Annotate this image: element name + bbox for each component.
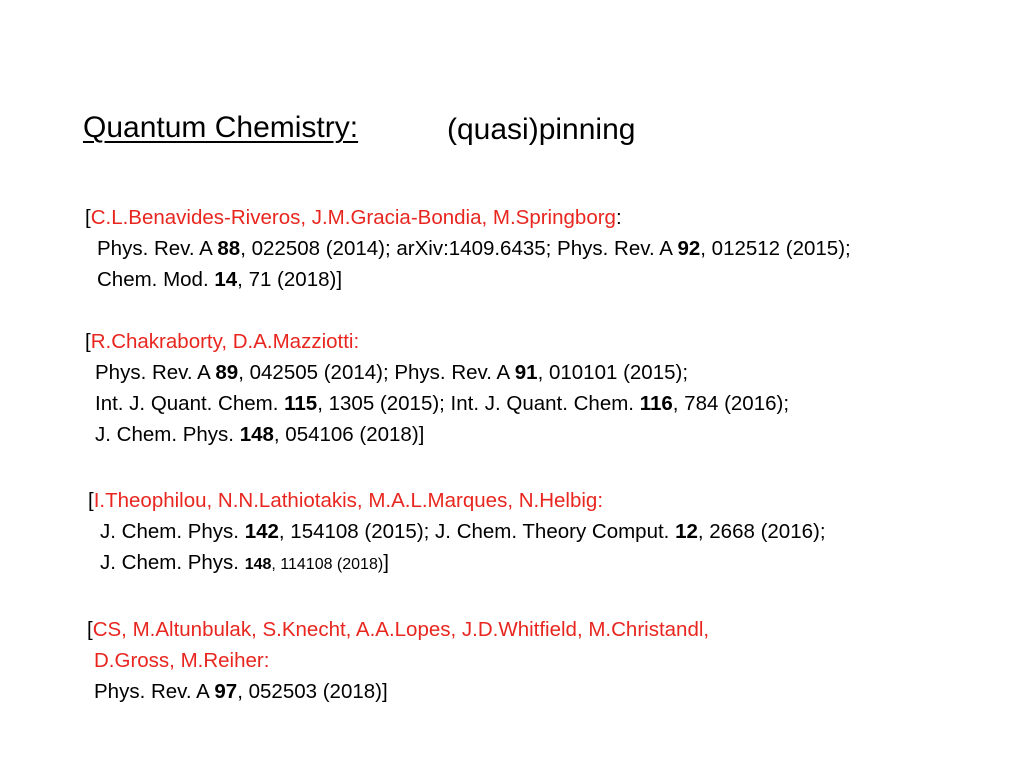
citation-text: , 71 (2018)]: [237, 268, 343, 291]
closing-bracket: ]: [383, 551, 389, 574]
reference-authors: I.Theophilou, N.N.Lathiotakis, M.A.L.Marques, N.Helbig:: [93, 489, 604, 512]
reference-authors-line: [88, 485, 826, 516]
citation-line: [85, 388, 789, 419]
open-bracket: [: [88, 489, 94, 512]
citation-text: Phys. Rev. A: [97, 237, 218, 260]
citation-text: , 012512 (2015);: [700, 237, 851, 260]
citation-text: Int. J. Quant. Chem.: [95, 392, 285, 415]
citation-text: , 2668 (2016);: [697, 520, 826, 543]
citation-line: [88, 547, 826, 580]
citation-text: , 010101 (2015);: [537, 361, 689, 384]
volume-number: 91: [514, 361, 538, 384]
citation-line: [85, 264, 851, 295]
citation-line: [85, 357, 789, 388]
citation-text: J. Chem. Phys.: [100, 551, 245, 574]
reference-schilling: [87, 614, 709, 707]
volume-number: 89: [215, 361, 239, 384]
reference-theophilou: [88, 485, 826, 580]
citation-text: , 154108 (2015); J. Chem. Theory Comput.: [278, 520, 676, 543]
citation-text: , 022508 (2014); arXiv:1409.6435; Phys. Rev. A: [240, 237, 678, 260]
volume-number: 142: [244, 520, 279, 543]
reference-authors-line: [87, 614, 709, 645]
volume-number: 14: [214, 268, 238, 291]
slide-subtitle: (quasi)pinning: [447, 113, 636, 146]
open-bracket: [: [87, 618, 93, 641]
slide-title: Quantum Chemistry:: [83, 111, 359, 144]
citation-text: Phys. Rev. A: [95, 361, 216, 384]
reference-authors-continued: D.Gross, M.Reiher:: [94, 649, 270, 672]
citation-text: J. Chem. Phys.: [95, 423, 240, 446]
citation-text: , 042505 (2014); Phys. Rev. A: [238, 361, 515, 384]
volume-number: 148: [239, 423, 274, 446]
citation-text: , 784 (2016);: [672, 392, 790, 415]
reference-authors-line: [85, 326, 789, 357]
volume-number: 92: [677, 237, 701, 260]
authors-colon: :: [615, 206, 622, 229]
citation-line: [88, 516, 826, 547]
reference-authors: R.Chakraborty, D.A.Mazziotti:: [90, 330, 360, 353]
citation-text: , 054106 (2018)]: [273, 423, 425, 446]
citation-text: Chem. Mod.: [97, 268, 215, 291]
citation-line: [87, 676, 709, 707]
volume-number: 115: [284, 392, 318, 415]
volume-number: 116: [639, 392, 673, 415]
volume-number: 97: [214, 680, 238, 703]
citation-text: , 114108 (2018): [271, 556, 384, 573]
reference-authors-line: [85, 202, 851, 233]
volume-number: 88: [217, 237, 241, 260]
open-bracket: [: [85, 330, 91, 353]
citation-text: , 1305 (2015); Int. J. Quant. Chem.: [317, 392, 640, 415]
open-bracket: [: [85, 206, 91, 229]
citation-line: [85, 233, 851, 264]
volume-number: 148: [244, 556, 272, 573]
volume-number: 12: [675, 520, 698, 543]
reference-authors: CS, M.Altunbulak, S.Knecht, A.A.Lopes, J.D.Whitfield, M.Christandl,: [92, 618, 710, 641]
reference-benavides-riveros: [85, 202, 851, 295]
citation-text: J. Chem. Phys.: [100, 520, 245, 543]
reference-authors: C.L.Benavides-Riveros, J.M.Gracia-Bondia, M.Springborg: [90, 206, 616, 229]
reference-chakraborty: [85, 326, 789, 450]
citation-text: , 052503 (2018)]: [237, 680, 388, 703]
citation-text: Phys. Rev. A: [94, 680, 215, 703]
citation-line: [85, 419, 789, 450]
